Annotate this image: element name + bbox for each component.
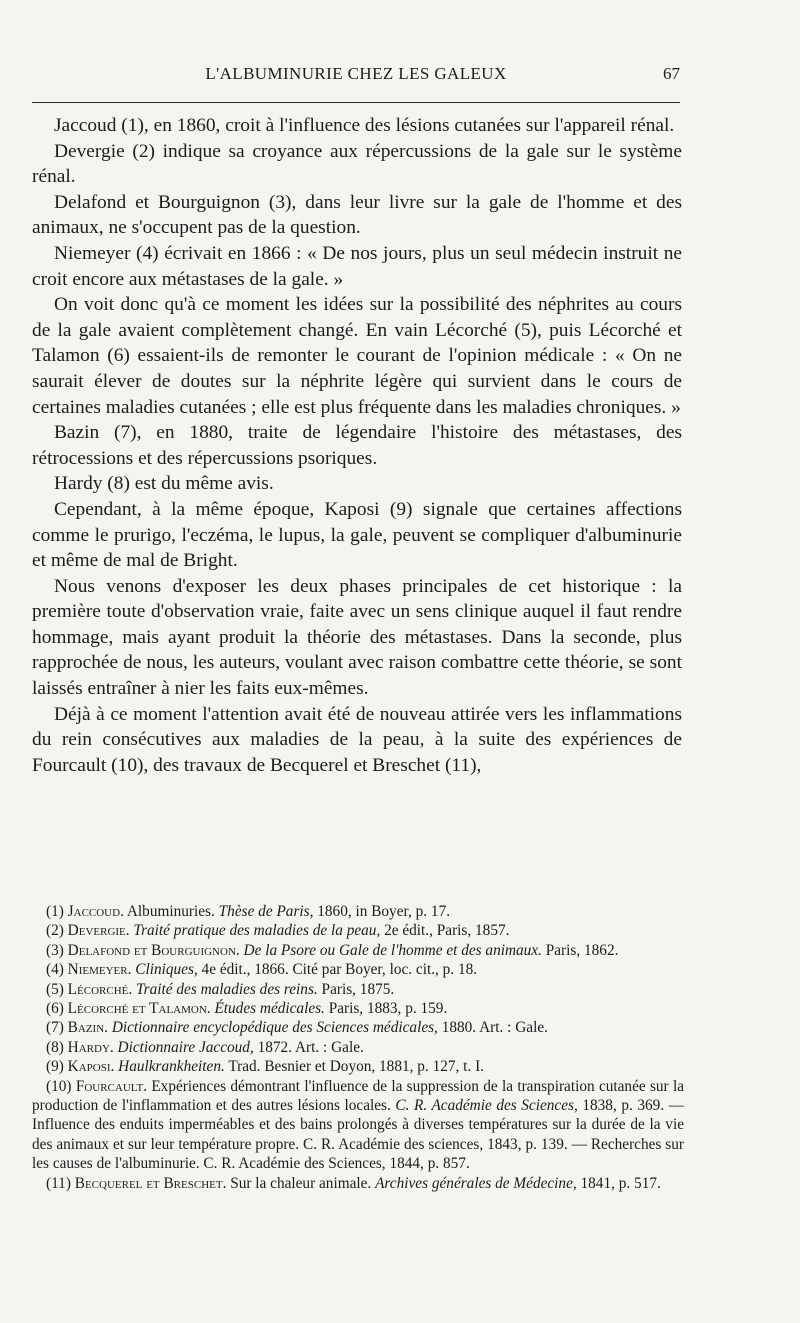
footnote-rest: 1838, p. 369. — Influence des enduits imperméables et des bains prolongés à diverses températures sur la durée de la vie des animaux et sur leur température propre. C. R. Académie des sciences, 1843, p. 139. — Recherches sur les causes de l'albuminurie. C. R. Académie des Sciences, 1844, p. 857. [32, 1097, 684, 1173]
footnote-title: Cliniques, [135, 961, 198, 979]
running-header [32, 62, 680, 88]
footnote [32, 960, 684, 979]
footnote-number: (3) [46, 941, 64, 959]
footnote-text: Sur la chaleur animale. [226, 1174, 376, 1192]
footnote [32, 902, 684, 921]
footnote-number: (1) [46, 903, 64, 920]
footnote-title: C. R. Académie des Sciences, [395, 1097, 578, 1115]
footnote-rest: 4e édit., 1866. Cité par Boyer, loc. cit., p. 18. [197, 961, 478, 979]
footnote [32, 1038, 684, 1057]
footnote-author: Jaccoud. [67, 903, 124, 920]
footnote-title: Thèse de Paris, [218, 903, 314, 920]
footnote-rest: 1841, p. 517. [576, 1174, 661, 1192]
footnote-author: Becquerel et Breschet. [74, 1174, 227, 1192]
footnote-title: Haulkrankheiten. [118, 1058, 225, 1076]
footnote-number: (11) [46, 1174, 71, 1192]
footnote-title: Dictionnaire encyclopédique des Sciences médicales, [111, 1019, 438, 1037]
paragraph: Cependant, à la même époque, Kaposi (9) signale que certaines affections comme le prurigo, l'eczéma, le lupus, la gale, peuvent se compliquer d'albuminurie et même de mal de Bright. [32, 498, 682, 572]
paragraph: Jaccoud (1), en 1860, croit à l'influence des lésions cutanées sur l'appareil rénal. [54, 115, 675, 136]
footnote-author: Niemeyer. [67, 961, 132, 979]
footnote-rest: Paris, 1862. [541, 941, 619, 959]
footnote-rest: 2e édit., Paris, 1857. [380, 922, 510, 940]
footnote-rest: 1880. Art. : Gale. [437, 1019, 548, 1037]
footnote [32, 1057, 684, 1076]
running-title: L'ALBUMINURIE CHEZ LES GALEUX [205, 64, 507, 83]
footnote-rest: Trad. Besnier et Doyon, 1881, p. 127, t. I. [224, 1058, 484, 1076]
footnote [32, 980, 684, 999]
paragraph: Delafond et Bourguignon (3), dans leur livre sur la gale de l'homme et des animaux, ne s'occupent pas de la question. [32, 191, 682, 239]
paragraph: Hardy (8) est du même avis. [54, 473, 274, 495]
footnote-title: Études médicales. [214, 1000, 325, 1018]
page-number: 67 [663, 64, 680, 83]
footnote-author: Devergie. [67, 922, 130, 940]
footnote-number: (7) [46, 1019, 64, 1037]
paragraph: Bazin (7), en 1880, traite de légendaire l'histoire des métastases, des rétrocessions et des répercussions psoriques. [32, 422, 682, 469]
footnote-rest: 1872. Art. : Gale. [253, 1038, 364, 1056]
footnote-rest: Paris, 1875. [317, 980, 395, 998]
footnote [32, 1077, 684, 1174]
footnote-author: Bazin. [67, 1019, 108, 1037]
paragraph: On voit donc qu'à ce moment les idées sur la possibilité des néphrites au cours de la gale avaient complètement changé. En vain Lécorché (5), puis Lécorché et Talamon (6) essaient-ils de remonter le courant de l'opinion médicale : « On ne saurait élever de doutes sur la néphrite légère qui survient dans le cours de certaines maladies cutanées ; elle est plus fréquente dans les maladies chroniques. » [32, 294, 682, 418]
footnote-number: (4) [46, 961, 64, 979]
footnote [32, 1018, 684, 1037]
footnote-author: Fourcault. [75, 1077, 148, 1095]
footnote-rest: Paris, 1883, p. 159. [324, 1000, 448, 1018]
footnote [32, 999, 684, 1018]
paragraph: Nous venons d'exposer les deux phases principales de cet historique : la première toute d'observation vraie, faite avec un sens clinique auquel il faut rendre hommage, mais ayant produit la théorie des métastases. Dans la seconde, plus rapprochée de nous, les auteurs, voulant avec raison combattre cette théorie, se sont laissés entraîner à nier les faits eux-mêmes. [32, 575, 682, 700]
footnote-rest: 1860, in Boyer, p. 17. [313, 903, 451, 920]
paragraph: Déjà à ce moment l'attention avait été de nouveau attirée vers les inflammations du rein consécutives aux maladies de la peau, à la suite des expériences de Fourcault (10), des travaux de Becquerel et Breschet (11), [32, 703, 682, 776]
footnote-author: Lécorché. [67, 980, 133, 998]
paragraph: Niemeyer (4) écrivait en 1866 : « De nos jours, plus un seul médecin instruit ne croit encore aux métastases de la gale. » [32, 242, 682, 290]
paragraph: Devergie (2) indique sa croyance aux répercussions de la gale sur le système rénal. [32, 140, 682, 188]
footnotes [32, 902, 684, 1193]
footnote-title: Traité des maladies des reins. [136, 980, 318, 998]
main-text [32, 113, 682, 778]
footnote-number: (9) [46, 1058, 64, 1076]
footnote-text: Expériences démontrant l'influence de la suppression de la transpiration cutanée sur la production de l'inflammation et des autres lésions locales. [32, 1077, 684, 1115]
footnote-number: (2) [46, 922, 64, 940]
footnote-number: (6) [46, 1000, 64, 1018]
footnote-author: Hardy. [67, 1038, 114, 1056]
footnote-title: Dictionnaire Jaccoud, [117, 1038, 254, 1056]
footnote [32, 921, 684, 940]
footnote-author: Delafond et Bourguignon. [67, 941, 240, 959]
footnote-number: (5) [46, 980, 64, 998]
footnote-number: (8) [46, 1038, 64, 1056]
footnote-title: De la Psore ou Gale de l'homme et des animaux. [243, 941, 542, 959]
footnote-title: Archives générales de Médecine, [375, 1174, 577, 1192]
footnote [32, 1174, 684, 1193]
footnote-text: Albuminuries. [123, 903, 219, 920]
footnote-author: Lécorché et Talamon. [67, 1000, 211, 1018]
header-rule [32, 102, 680, 103]
footnote [32, 941, 684, 960]
footnote-number: (10) [46, 1077, 72, 1095]
footnote-title: Traité pratique des maladies de la peau, [133, 922, 381, 940]
footnote-author: Kaposi. [67, 1058, 115, 1076]
